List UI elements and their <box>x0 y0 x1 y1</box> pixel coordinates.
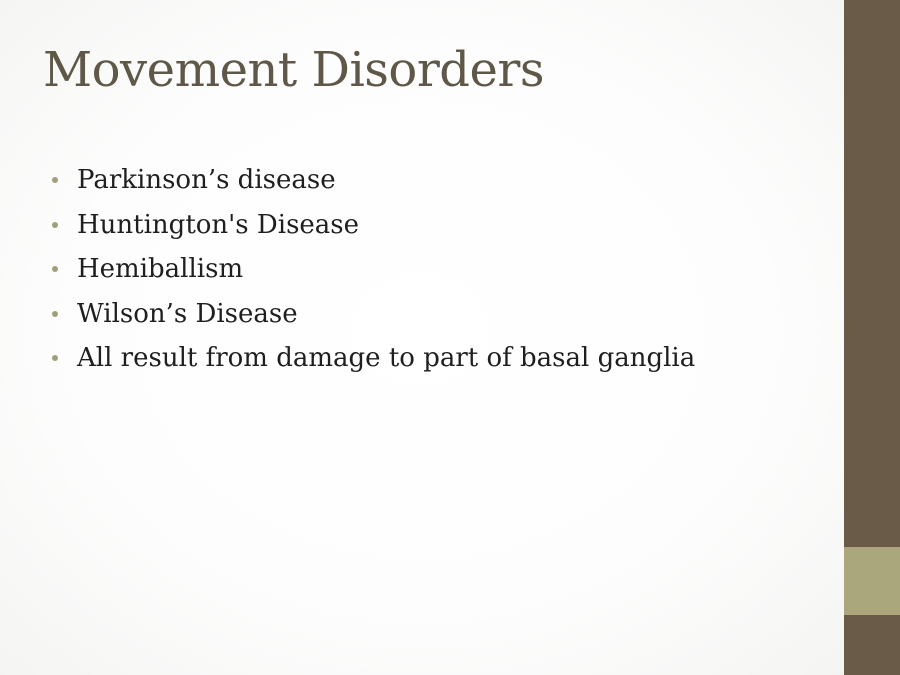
bullet-item <box>52 158 695 203</box>
bullet-dot-icon <box>52 355 58 361</box>
slide-title: Movement Disorders <box>43 42 544 98</box>
bullet-item <box>52 247 695 292</box>
bullet-item <box>52 336 695 381</box>
side-bar <box>844 0 900 675</box>
bullet-list <box>52 158 695 381</box>
bullet-text: Huntington's Disease <box>77 209 360 240</box>
bullet-text: Parkinson’s disease <box>77 165 336 196</box>
bullet-text: Wilson’s Disease <box>77 298 298 329</box>
bullet-item <box>52 203 695 248</box>
bullet-dot-icon <box>52 266 58 272</box>
side-bar-accent <box>844 547 900 615</box>
bullet-item <box>52 292 695 337</box>
bullet-dot-icon <box>52 222 58 228</box>
bullet-dot-icon <box>52 177 58 183</box>
bullet-dot-icon <box>52 311 58 317</box>
bullet-text: All result from damage to part of basal ganglia <box>77 343 696 374</box>
bullet-text: Hemiballism <box>77 254 244 285</box>
